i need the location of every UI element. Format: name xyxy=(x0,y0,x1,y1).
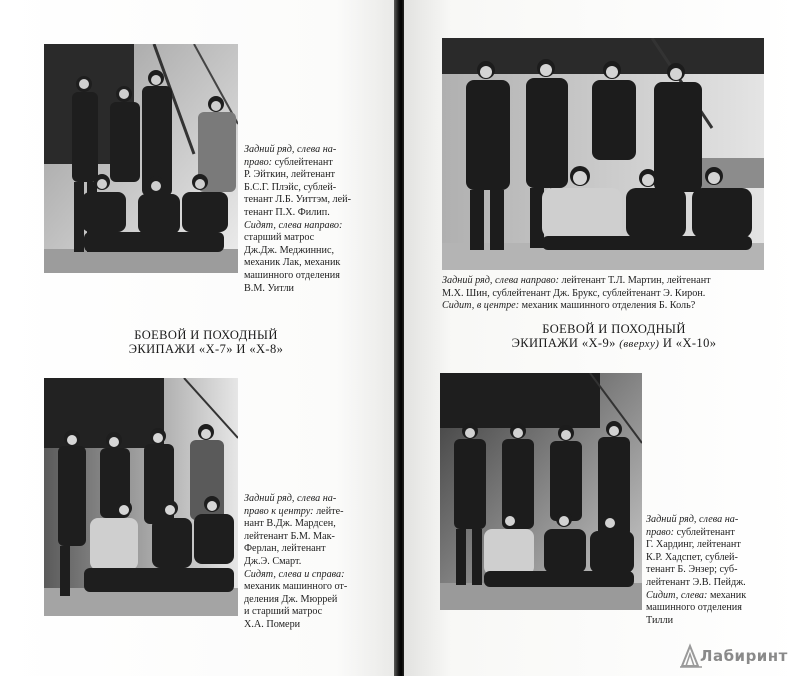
caption-line: Дж.Э. Смарт. xyxy=(244,555,302,567)
caption-line: Сидят, слева направо: xyxy=(244,219,343,231)
caption-line: Сидит, в центре: механик машинного отделения Б. Коль? xyxy=(442,300,696,312)
caption-x9-crew xyxy=(442,275,711,313)
caption-line: тенант П.Х. Филип. xyxy=(244,206,330,218)
photo-x10-crew xyxy=(440,373,642,610)
caption-line: нант В.Дж. Мардсен, xyxy=(244,518,336,530)
caption-line: Задний ряд, слева на- xyxy=(244,493,337,504)
caption-x7-x8-passage-crew xyxy=(244,493,347,632)
caption-line: тенант Л.Б. Уиттэм, лей- xyxy=(244,194,351,206)
caption-line: деления Дж. Мюррей xyxy=(244,593,338,605)
caption-line: Х.А. Помери xyxy=(244,618,301,630)
heading-line: БОЕВОЙ И ПОХОДНЫЙ xyxy=(542,322,686,336)
caption-line: Сидят, слева и справа: xyxy=(244,568,345,580)
caption-line: Задний ряд, слева на- xyxy=(646,514,739,525)
caption-x7-x8-battle-crew xyxy=(244,144,351,295)
photo-x9-crew xyxy=(442,38,764,270)
caption-line: тенант Б. Энзер; суб- xyxy=(646,564,738,576)
caption-line: Тилли xyxy=(646,614,674,626)
caption-line: машинного отделения xyxy=(244,269,340,281)
caption-line: В.М. Уитли xyxy=(244,282,294,294)
heading-line: БОЕВОЙ И ПОХОДНЫЙ xyxy=(134,328,278,342)
caption-line: Дж.Дж. Меджиннис, xyxy=(244,244,335,256)
photo-x7-x8-battle-crew xyxy=(44,44,238,273)
photo-x7-x8-passage-crew xyxy=(44,378,238,616)
caption-line: право к центру: лейте- xyxy=(244,505,344,517)
labirint-watermark: Лабиринт xyxy=(700,647,788,665)
caption-line: М.Х. Шин, сублейтенант Дж. Брукс, сублейтенант Э. Кирон. xyxy=(442,287,706,299)
caption-line: право: сублейтенант xyxy=(244,156,333,168)
section-heading-x7-x8 xyxy=(96,328,316,356)
caption-line: Р. Эйткин, лейтенант xyxy=(244,169,335,181)
caption-line: механик Лак, механик xyxy=(244,257,341,269)
caption-line: Ферлан, лейтенант xyxy=(244,543,326,555)
heading-line: ЭКИПАЖИ «Х-9» (вверху) И «Х-10» xyxy=(511,336,717,350)
caption-line: Г. Хардинг, лейтенант xyxy=(646,539,741,551)
caption-line: машинного отделения xyxy=(646,602,742,614)
section-heading-x9-x10 xyxy=(504,322,724,351)
caption-line: К.Р. Хадспет, сублей- xyxy=(646,551,738,563)
caption-line: механик машинного от- xyxy=(244,581,348,593)
caption-line: лейтенант Э.В. Пейдж. xyxy=(646,576,746,588)
caption-line: Задний ряд, слева на- xyxy=(244,144,337,155)
caption-line: право: сублейтенант xyxy=(646,526,735,538)
left-page xyxy=(0,0,396,676)
caption-line: Сидит, слева: механик xyxy=(646,589,747,601)
caption-line: старший матрос xyxy=(244,232,315,244)
caption-line: Задний ряд, слева направо: лейтенант Т.Л. Мартин, лейтенант xyxy=(442,275,711,286)
caption-line: лейтенант Б.М. Мак- xyxy=(244,530,335,542)
caption-x10-crew xyxy=(646,514,746,627)
right-page xyxy=(404,0,800,676)
caption-line: Б.С.Г. Плэйс, сублей- xyxy=(244,181,337,193)
heading-line: ЭКИПАЖИ «Х-7» И «Х-8» xyxy=(128,342,284,356)
caption-line: и старший матрос xyxy=(244,606,323,618)
